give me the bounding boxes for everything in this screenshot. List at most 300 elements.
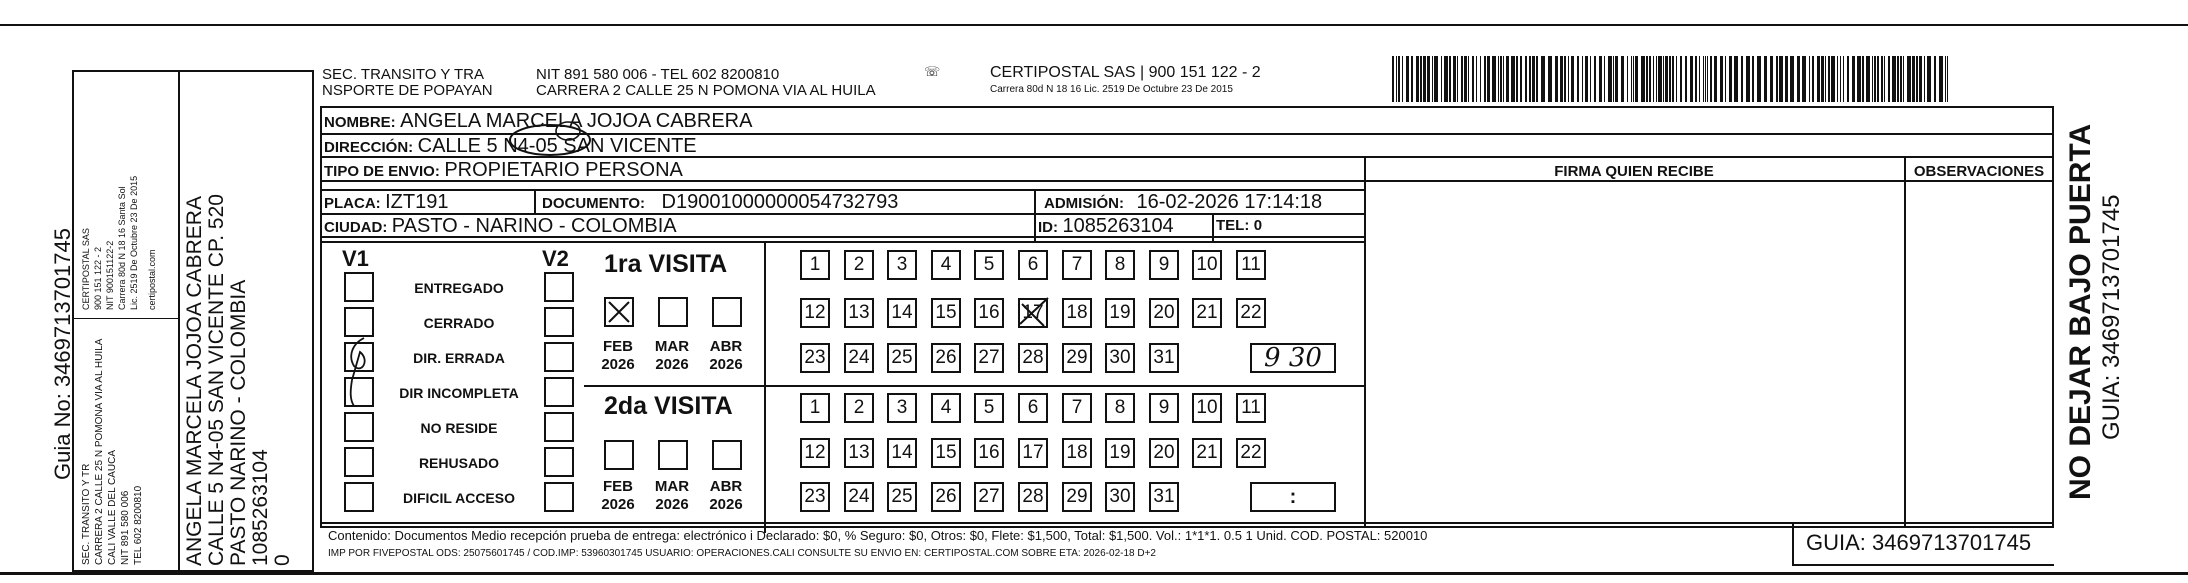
barcode-bar (1476, 56, 1477, 102)
barcode-bar (1506, 56, 1509, 102)
barcode-bar (1927, 56, 1931, 102)
second-visit-day-box[interactable]: 5 (974, 393, 1004, 423)
barcode-bar (1680, 56, 1682, 102)
first-visit-day-box[interactable]: 23 (800, 343, 830, 373)
barcode-bar (1568, 56, 1569, 102)
reason-label: DIR. ERRADA (413, 350, 505, 366)
first-visit-day-box[interactable]: 15 (931, 298, 961, 328)
first-visit-day-box[interactable]: 26 (931, 343, 961, 373)
barcode-bar (1746, 56, 1750, 102)
barcode-bar (1720, 56, 1723, 102)
barcode-bar (1779, 56, 1783, 102)
stub-divider (178, 70, 180, 572)
barcode-bar (1934, 56, 1936, 102)
barcode-bar (1396, 56, 1397, 102)
id-label: ID: (1038, 219, 1058, 236)
tel-value: 0 (1253, 217, 1263, 234)
stub-guia-number: Guia No: 3469713701745 (50, 228, 75, 480)
barcode-bar (1840, 56, 1841, 102)
barcode-bar (1571, 56, 1574, 102)
month-label (594, 478, 642, 514)
col-line (1364, 156, 1366, 528)
barcode-bar (1641, 56, 1645, 102)
first-visit-day-box[interactable]: 5 (974, 250, 1004, 280)
barcode-bar (1699, 56, 1700, 102)
barcode-bar (1866, 56, 1870, 102)
visits-divider (764, 385, 1364, 387)
phone-icon: ☏ (924, 64, 941, 79)
stub-courier-line: certipostal.com (147, 249, 157, 310)
first-visit-day-box[interactable]: 22 (1236, 298, 1266, 328)
first-visit-day-box[interactable]: 2 (844, 250, 874, 280)
barcode-bar (1416, 56, 1419, 102)
barcode-bar (1831, 56, 1835, 102)
barcode-bar (1903, 56, 1904, 102)
stub-bottom (72, 570, 314, 572)
barcode-bar (1843, 56, 1844, 102)
month-name: MAR (654, 338, 690, 355)
barcode-bar (1752, 56, 1754, 102)
v2-checkbox[interactable] (544, 307, 574, 337)
stub-sender-line: CARRERA 2 CALLE 25 N POMONA VIA AL HUILA (94, 338, 105, 565)
month-year: 2026 (709, 356, 743, 373)
second-visit-day-box[interactable]: 8 (1105, 393, 1135, 423)
barcode-bar (1669, 56, 1671, 102)
barcode-bar (1441, 56, 1442, 102)
id-row (1038, 215, 1174, 238)
v1-label: V1 (342, 246, 369, 271)
barcode-bar (1492, 56, 1496, 102)
footer-bottom (1792, 564, 2054, 566)
second-visit-month-checkbox[interactable] (604, 440, 634, 470)
contenido-text: Contenido: Documentos Medio recepción prueba de entrega: electrónico i Declarado: $0, % Seguro: $0, Otros: $0, Flete: $1,500, Total: $1,500. Vol.: 1*1*1. 0.5 1 Unid. COD. POSTAL: 520010 (328, 528, 1428, 543)
sender-address: CARRERA 2 CALLE 25 N POMONA VIA AL HUILA (536, 82, 876, 99)
admision-row (1044, 191, 1322, 214)
v2-checkbox[interactable] (544, 412, 574, 442)
first-visit-day-box[interactable]: 16 (974, 298, 1004, 328)
first-visit-day-box[interactable]: 12 (800, 298, 830, 328)
barcode-bar (1703, 56, 1704, 102)
stub-recipient-line: PASTO NARINO - COLOMBIA (227, 279, 250, 566)
second-visit-day-box[interactable]: 2 (844, 393, 874, 423)
barcode-bar (1604, 56, 1605, 102)
barcode-bar (1847, 56, 1849, 102)
second-visit-day-box[interactable]: 12 (800, 438, 830, 468)
second-visit-day-box[interactable]: 21 (1192, 438, 1222, 468)
v2-checkbox[interactable] (544, 272, 574, 302)
v1-checkbox[interactable] (344, 447, 374, 477)
month-name: ABR (709, 478, 743, 495)
barcode-bar (1461, 56, 1463, 102)
month-label (594, 338, 642, 374)
tipo-value: PROPIETARIO PERSONA (444, 159, 683, 181)
second-visit-day-box[interactable]: 31 (1149, 482, 1179, 512)
stub-sender-line: TEL 602 8200810 (133, 485, 144, 565)
first-visit-day-box[interactable]: 24 (844, 343, 874, 373)
second-visit-day-box[interactable]: 10 (1192, 393, 1222, 423)
first-visit-day-box[interactable]: 13 (844, 298, 874, 328)
month-year: 2026 (655, 496, 689, 513)
barcode-bar (1828, 56, 1830, 102)
second-visit-day-box[interactable]: 14 (887, 438, 917, 468)
first-visit-day-box[interactable]: 11 (1236, 250, 1266, 280)
barcode-bar (1484, 56, 1486, 102)
first-visit-day-box[interactable]: 17 (1018, 298, 1048, 328)
second-time-box: : (1250, 482, 1336, 512)
placa-value: IZT191 (385, 191, 449, 213)
barcode-bar (1665, 56, 1668, 102)
second-visit-day-box[interactable]: 22 (1236, 438, 1266, 468)
v2-checkbox[interactable] (544, 447, 574, 477)
barcode-bar (1427, 56, 1430, 102)
barcode-bar (1444, 56, 1448, 102)
second-visit-day-box[interactable]: 28 (1018, 482, 1048, 512)
first-visit-title: 1ra VISITA (604, 250, 728, 278)
documento-label: DOCUMENTO: (542, 195, 646, 212)
id-value: 1085263104 (1062, 215, 1174, 237)
barcode-bar (1480, 56, 1481, 102)
second-visit-day-box[interactable]: 19 (1105, 438, 1135, 468)
firma-header: FIRMA QUIEN RECIBE (1554, 163, 1714, 180)
x-mark-icon (1016, 294, 1052, 335)
sender-name-line2: NSPORTE DE POPAYAN (322, 82, 493, 99)
barcode-bar (1420, 56, 1422, 102)
month-name: ABR (709, 338, 743, 355)
stub-divider (312, 70, 314, 572)
first-visit-month-checkbox[interactable] (658, 297, 688, 327)
barcode-bar (1809, 56, 1810, 102)
month-year: 2026 (709, 496, 743, 513)
barcode-bar (1725, 56, 1726, 102)
stub-courier-line: Carrera 80d N 18 16 Santa Sol (117, 186, 127, 310)
barcode-bar (1555, 56, 1558, 102)
first-visit-day-box[interactable]: 7 (1062, 250, 1092, 280)
barcode-bar (1432, 56, 1433, 102)
first-visit-day-box[interactable]: 3 (887, 250, 917, 280)
barcode-bar (1577, 56, 1579, 102)
stub-recipient-line: 0 (271, 554, 294, 566)
bottom-border (0, 572, 2188, 575)
first-visit-day-box[interactable]: 9 (1149, 250, 1179, 280)
reason-label: ENTREGADO (414, 280, 504, 296)
second-visit-day-box[interactable]: 24 (844, 482, 874, 512)
barcode-bar (1423, 56, 1426, 102)
imp-text: IMP POR FIVEPOSTAL ODS: 25075601745 / COD.IMP: 53960301745 USUARIO: OPERACIONES.CALI CONSULTE SU ENVIO EN: CERTIPOSTAL.COM SOBRE ETA: 2026-02-18 D+2 (328, 548, 1156, 559)
barcode-bar (1529, 56, 1531, 102)
tipo-label: TIPO DE ENVIO: (324, 163, 440, 180)
barcode-bar (1770, 56, 1773, 102)
barcode-bar (1590, 56, 1591, 102)
second-visit-day-box[interactable]: 27 (974, 482, 1004, 512)
barcode-bar (1695, 56, 1697, 102)
first-visit-day-box[interactable]: 30 (1105, 343, 1135, 373)
barcode-bar (1532, 56, 1535, 102)
reason-label: REHUSADO (418, 455, 500, 471)
barcode-bar (1884, 56, 1885, 102)
first-visit-day-box[interactable]: 25 (887, 343, 917, 373)
second-visit-day-box[interactable]: 20 (1149, 438, 1179, 468)
second-visit-title: 2da VISITA (604, 392, 733, 420)
barcode-bar (1525, 56, 1527, 102)
second-visit-day-box[interactable]: 16 (974, 438, 1004, 468)
second-visit-day-box[interactable]: 30 (1105, 482, 1135, 512)
stub-courier-line: NIT 900151122-2 (105, 240, 115, 310)
second-visit-day-box[interactable]: 6 (1018, 393, 1048, 423)
barcode-bar (1646, 56, 1648, 102)
barcode-bar (1631, 56, 1632, 102)
barcode-bar (1817, 56, 1820, 102)
barcode-bar (1402, 56, 1403, 102)
barcode-bar (1536, 56, 1538, 102)
v2-checkbox[interactable] (544, 377, 574, 407)
barcode-bar (1594, 56, 1596, 102)
barcode-bar (1705, 56, 1706, 102)
barcode-bar (1457, 56, 1458, 102)
barcode-bar (1633, 56, 1634, 102)
barcode-bar (1615, 56, 1618, 102)
barcode-bar (1520, 56, 1522, 102)
barcode-bar (1585, 56, 1588, 102)
first-visit-day-box[interactable]: 20 (1149, 298, 1179, 328)
first-visit-day-box[interactable]: 18 (1062, 298, 1092, 328)
stub-recipient-line: ANGELA MARCELA JOJOA CABRERA (183, 196, 206, 566)
stub-sender-line: CALI VALLE DEL CAUCA (107, 449, 118, 565)
sender-name-line1: SEC. TRANSITO Y TRA (322, 66, 484, 83)
barcode-bar (1690, 56, 1693, 102)
first-visit-day-box[interactable]: 19 (1105, 298, 1135, 328)
second-visit-day-box[interactable]: 18 (1062, 438, 1092, 468)
tel-label: TEL: (1216, 217, 1250, 234)
nombre-label: NOMBRE: (324, 114, 396, 131)
first-visit-day-box[interactable]: 28 (1018, 343, 1048, 373)
documento-value: D19001000000054732793 (661, 191, 899, 213)
barcode-bar (1658, 56, 1662, 102)
barcode-bar (1564, 56, 1566, 102)
nombre-value: ANGELA MARCELA JOJOA CABRERA (400, 110, 753, 132)
barcode-bar (1877, 56, 1879, 102)
month-label (648, 478, 696, 514)
second-visit-month-checkbox[interactable] (712, 440, 742, 470)
barcode-bar (1939, 56, 1943, 102)
stub-separator (74, 318, 178, 319)
col-line (1212, 213, 1214, 241)
barcode-bar (1900, 56, 1902, 102)
handwritten-circle (506, 118, 596, 158)
barcode-bar (1821, 56, 1824, 102)
barcode-bar (1907, 56, 1911, 102)
barcode-bar (1392, 56, 1394, 102)
barcode-bar (1487, 56, 1490, 102)
barcode-bar (1398, 56, 1400, 102)
v1-checkbox[interactable] (344, 482, 374, 512)
barcode-bar (1663, 56, 1664, 102)
stub-courier-line: 900 151 122 - 2 (93, 246, 103, 310)
barcode-bar (1837, 56, 1838, 102)
barcode-bar (1449, 56, 1451, 102)
second-visit-day-box[interactable]: 13 (844, 438, 874, 468)
barcode-bar (1498, 56, 1499, 102)
tipo-row (324, 159, 683, 182)
barcode-bar (1790, 56, 1794, 102)
barcode (1392, 56, 1950, 102)
stub-courier-line: Lic. 2519 De Octubre 23 De 2015 (129, 175, 139, 310)
ciudad-value: PASTO - NARINO - COLOMBIA (391, 215, 677, 237)
barcode-bar (1797, 56, 1800, 102)
barcode-bar (1511, 56, 1515, 102)
sender-nit: NIT 891 580 006 - TEL 602 8200810 (536, 66, 780, 83)
stub-courier (80, 176, 158, 310)
second-visit-day-box[interactable]: 29 (1062, 482, 1092, 512)
barcode-bar (1892, 56, 1896, 102)
stub-top (72, 70, 314, 72)
first-visit-day-box[interactable]: 29 (1062, 343, 1092, 373)
tel-row (1216, 217, 1262, 235)
barcode-bar (1472, 56, 1474, 102)
month-label (648, 338, 696, 374)
barcode-bar (1785, 56, 1788, 102)
barcode-bar (1947, 56, 1948, 102)
barcode-bar (1916, 56, 1918, 102)
barcode-bar (1825, 56, 1826, 102)
stub-sender (80, 339, 145, 565)
month-name: FEB (603, 478, 633, 495)
second-visit-day-box[interactable]: 3 (887, 393, 917, 423)
second-visit-day-box[interactable]: 11 (1236, 393, 1266, 423)
first-visit-day-box[interactable]: 4 (931, 250, 961, 280)
first-visit-day-box[interactable]: 6 (1018, 250, 1048, 280)
barcode-bar (1468, 56, 1469, 102)
handwritten-mark (340, 330, 380, 410)
barcode-bar (1541, 56, 1545, 102)
month-name: MAR (654, 478, 690, 495)
second-visit-day-box[interactable]: 1 (800, 393, 830, 423)
first-visit-day-box[interactable]: 21 (1192, 298, 1222, 328)
barcode-bar (1862, 56, 1864, 102)
second-visit-day-box[interactable]: 15 (931, 438, 961, 468)
barcode-bar (1776, 56, 1778, 102)
first-visit-day-box[interactable]: 27 (974, 343, 1004, 373)
barcode-bar (1685, 56, 1687, 102)
barcode-bar (1734, 56, 1738, 102)
reason-label: CERRADO (423, 315, 495, 331)
stub-sender-line: SEC. TRANSITO Y TR (81, 463, 92, 565)
second-visit-day-box[interactable]: 4 (931, 393, 961, 423)
second-visit-day-box[interactable]: 23 (800, 482, 830, 512)
barcode-bar (1710, 56, 1712, 102)
month-name: FEB (603, 338, 633, 355)
month-year: 2026 (601, 496, 635, 513)
no-dejar-warning: NO DEJAR BAJO PUERTA (2064, 123, 2097, 500)
month-label (702, 338, 750, 374)
barcode-bar (1627, 56, 1628, 102)
barcode-bar (1714, 56, 1717, 102)
right-header-line (1364, 180, 2054, 182)
first-time-box: 9 30 (1250, 343, 1336, 373)
second-visit-day-box[interactable]: 9 (1149, 393, 1179, 423)
first-visit-month-checkbox[interactable] (604, 297, 634, 327)
footer-divider (1792, 522, 1794, 566)
month-year: 2026 (655, 356, 689, 373)
v2-checkbox[interactable] (544, 482, 574, 512)
barcode-bar (1729, 56, 1732, 102)
barcode-bar (1613, 56, 1614, 102)
placa-label: PLACA: (324, 195, 381, 212)
barcode-bar (1635, 56, 1638, 102)
v2-checkbox[interactable] (544, 342, 574, 372)
row-line (320, 241, 1366, 243)
admision-value: 16-02-2026 17:14:18 (1136, 191, 1323, 213)
second-visit-day-box[interactable]: 17 (1018, 438, 1048, 468)
v2-label: V2 (542, 246, 569, 271)
second-visit-day-box[interactable]: 7 (1062, 393, 1092, 423)
first-visit-day-box[interactable]: 31 (1149, 343, 1179, 373)
barcode-bar (1621, 56, 1624, 102)
first-visit-day-box[interactable]: 8 (1105, 250, 1135, 280)
admision-label: ADMISIÓN: (1044, 195, 1124, 212)
month-year: 2026 (601, 356, 635, 373)
v1-checkbox[interactable] (344, 412, 374, 442)
barcode-bar (1757, 56, 1761, 102)
reason-label: NO RESIDE (420, 420, 498, 436)
right-guia: GUIA: 3469713701745 (2098, 194, 2125, 440)
courier-name: CERTIPOSTAL SAS | 900 151 122 - 2 (990, 64, 1261, 81)
first-visit-day-box[interactable]: 10 (1192, 250, 1222, 280)
barcode-bar (1802, 56, 1806, 102)
barcode-bar (1656, 56, 1657, 102)
v1-checkbox[interactable] (344, 272, 374, 302)
col-line (1904, 156, 1906, 528)
barcode-bar (1516, 56, 1518, 102)
second-visit-day-box[interactable]: 26 (931, 482, 961, 512)
col-line (534, 189, 536, 213)
barcode-bar (1912, 56, 1915, 102)
first-visit-month-checkbox[interactable] (712, 297, 742, 327)
stub-recipient (184, 194, 294, 566)
barcode-bar (1857, 56, 1861, 102)
barcode-bar (1881, 56, 1883, 102)
second-visit-month-checkbox[interactable] (658, 440, 688, 470)
barcode-bar (1888, 56, 1890, 102)
first-visit-day-box[interactable]: 1 (800, 250, 830, 280)
barcode-bar (1560, 56, 1563, 102)
col-line (1034, 189, 1036, 241)
barcode-bar (1653, 56, 1654, 102)
second-visit-day-box[interactable]: 25 (887, 482, 917, 512)
barcode-bar (1676, 56, 1677, 102)
ciudad-row (324, 215, 677, 238)
barcode-bar (1411, 56, 1413, 102)
month-label (702, 478, 750, 514)
barcode-bar (1919, 56, 1922, 102)
barcode-bar (1548, 56, 1552, 102)
first-visit-day-box[interactable]: 14 (887, 298, 917, 328)
footer-guia: GUIA: 3469713701745 (1806, 530, 2032, 555)
barcode-bar (1945, 56, 1946, 102)
visits-divider (584, 385, 766, 387)
visits-divider (764, 241, 766, 533)
barcode-bar (1764, 56, 1767, 102)
placa-row (324, 191, 448, 214)
barcode-bar (1707, 56, 1708, 102)
direccion-value: CALLE 5 N4-05 SAN VICENTE (417, 135, 697, 157)
barcode-bar (1503, 56, 1504, 102)
barcode-bar (1582, 56, 1583, 102)
barcode-bar (1924, 56, 1925, 102)
barcode-bar (1434, 56, 1438, 102)
barcode-bar (1453, 56, 1456, 102)
barcode-bar (1897, 56, 1899, 102)
barcode-bar (1852, 56, 1855, 102)
